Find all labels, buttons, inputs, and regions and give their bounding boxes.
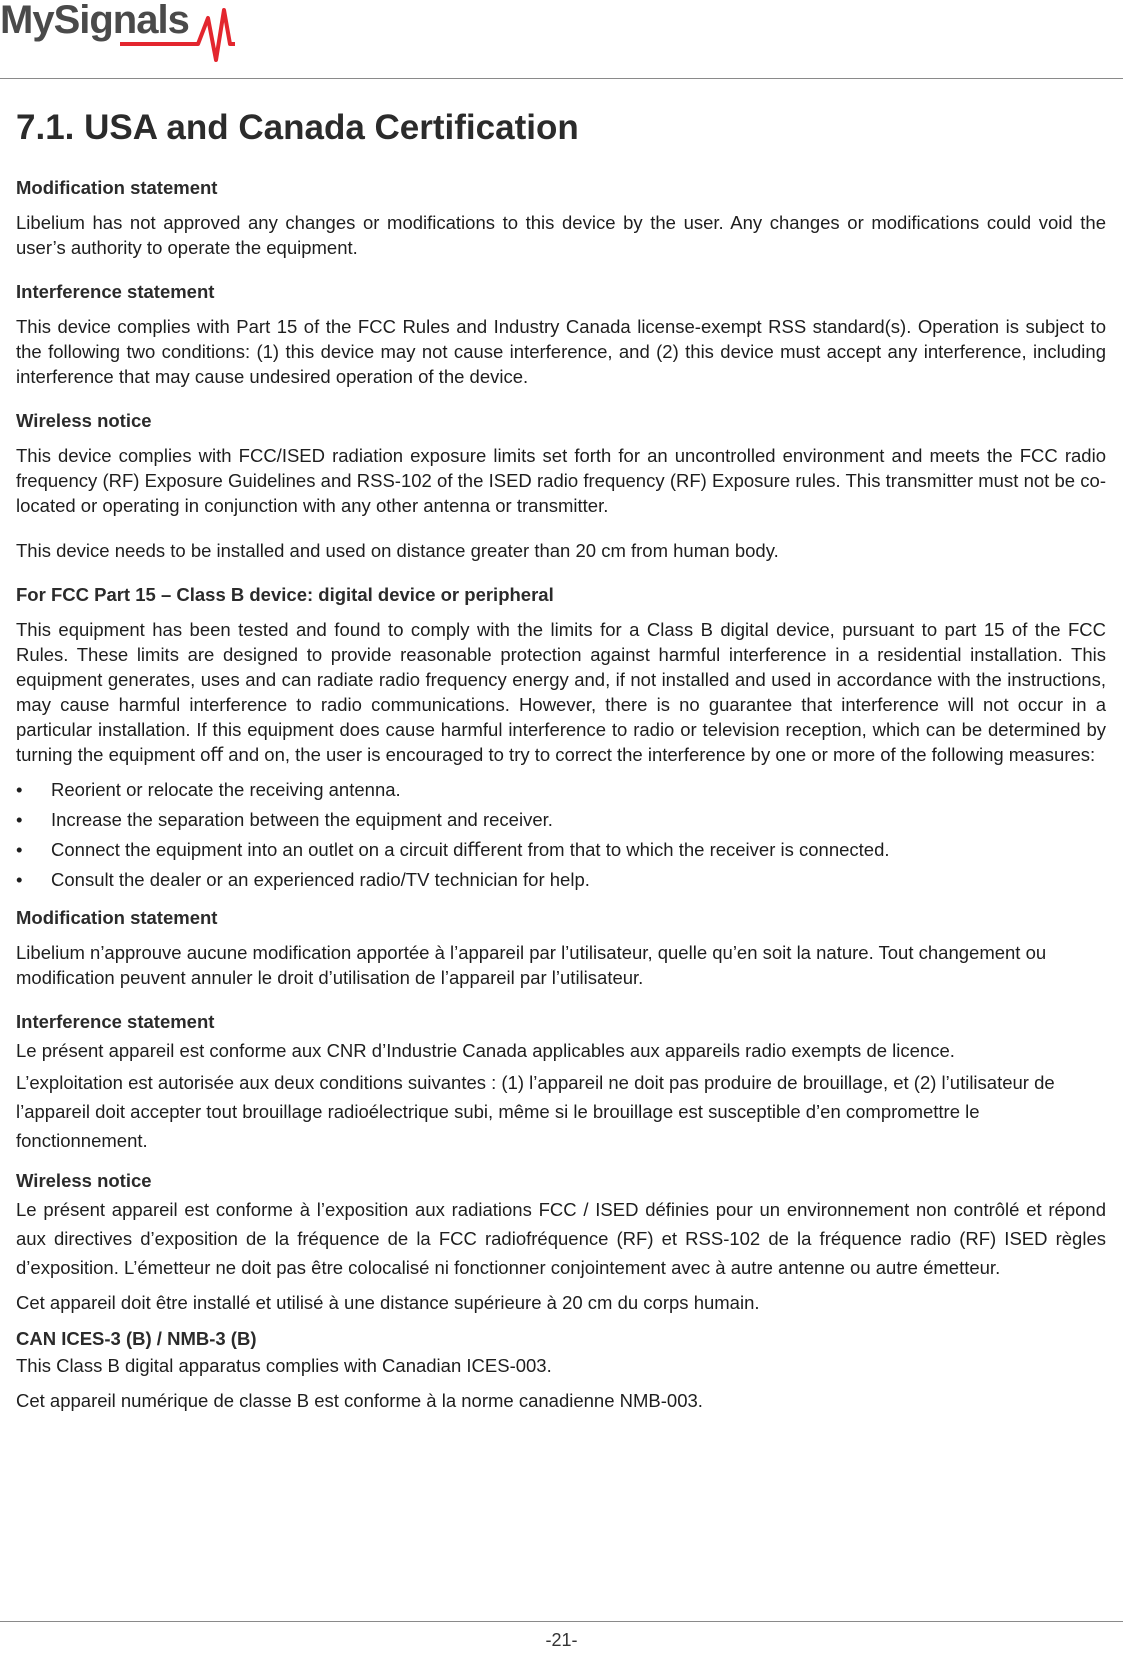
list-item (16, 867, 1106, 892)
paragraph: This Class B digital apparatus complies with Canadian ICES-003. (16, 1355, 552, 1376)
list-item (16, 807, 1106, 832)
list-item-text: Connect the equipment into an outlet on a circuit diﬀerent from that to which the receiver is connected. (51, 839, 890, 860)
page-number: -21- (545, 1630, 578, 1650)
section-heading: Interference statement (16, 281, 215, 302)
section-heading: Interference statement (16, 1011, 215, 1032)
paragraph: Cet appareil doit être installé et utilisé à une distance supérieure à 20 cm du corps humain. (16, 1292, 760, 1313)
section-heading: Modiﬁcation statement (16, 177, 218, 198)
mysignals-logo (0, 0, 240, 66)
bullet-icon: • (16, 839, 23, 860)
section-heading: Wireless notice (16, 410, 152, 431)
paragraph: This equipment has been tested and found to comply with the limits for a Class B digital device, pursuant to part 15 of the FCC Rules. These limits are designed to provide reasonable protection against harmful interference in a residential installation. This equipment generates, uses and can radiate radio frequency energy and, if not installed and used in accordance with the instructions, may cause harmful interference to radio communications. However, there is no guarantee that interference will not occur in a particular installation. If this equipment does cause harmful interference to radio or television reception, which can be determined by turning the equipment oﬀ and on, the user is encouraged to try to correct the interference by one or more of the following measures: (16, 619, 1106, 765)
paragraph: This device complies with Part 15 of the FCC Rules and Industry Canada license-exempt RSS standard(s). Operation is subject to the following two conditions: (1) this device may not cause interference, and (2) this device must accept any interference, including interference that may cause undesired operation of the device. (16, 316, 1106, 387)
paragraph: Cet appareil numérique de classe B est conforme à la norme canadienne NMB-003. (16, 1390, 703, 1411)
header-divider (0, 78, 1123, 79)
paragraph: Libelium n’approuve aucune modification apportée à l’appareil par l’utilisateur, quelle qu’en soit la nature. Tout changement ou modification peuvent annuler le droit d’utilisation de l’appareil par l’utilisateur. (16, 942, 1047, 988)
list-item-text: Reorient or relocate the receiving antenna. (51, 779, 401, 800)
bullet-icon: • (16, 779, 23, 800)
footer-divider (0, 1621, 1123, 1622)
paragraph: This device complies with FCC/ISED radiation exposure limits set forth for an uncontrolled environment and meets the FCC radio frequency (RF) Exposure Guidelines and RSS-102 of the ISED radio frequency (RF) Exposure rules. This transmitter must not be co-located or operating in conjunction with any other antenna or transmitter. (16, 445, 1106, 516)
paragraph: Libelium has not approved any changes or modiﬁcations to this device by the user. Any changes or modiﬁcations could void the user’s authority to operate the equipment. (16, 212, 1106, 258)
section-heading: CAN ICES-3 (B) / NMB-3 (B) (16, 1328, 257, 1349)
section-heading: Modification statement (16, 907, 218, 928)
page-title: 7.1. USA and Canada Certiﬁcation (16, 108, 579, 147)
list-item-text: Consult the dealer or an experienced radio/TV technician for help. (51, 869, 590, 890)
logo-wordmark: MySignals (0, 0, 189, 42)
list-item-text: Increase the separation between the equipment and receiver. (51, 809, 553, 830)
heartbeat-wave-icon (120, 0, 235, 66)
bullet-icon: • (16, 869, 23, 890)
paragraph: This device needs to be installed and used on distance greater than 20 cm from human body. (16, 540, 779, 561)
section-heading: Wireless notice (16, 1170, 152, 1191)
paragraph: Le présent appareil est conforme aux CNR d’Industrie Canada applicables aux appareils radio exempts de licence. (16, 1040, 955, 1061)
document-body (16, 106, 1106, 1433)
measures-list (16, 777, 1106, 892)
bullet-icon: • (16, 809, 23, 830)
paragraph: Le présent appareil est conforme à l’exposition aux radiations FCC / ISED déﬁnies pour un environnement non contrôlé et répond aux directives d’exposition de la fréquence de la FCC radiofréquence (RF) et RSS-102 de la fréquence radio (RF) ISED règles d’exposition. L’émetteur ne doit pas être colocalisé ni fonctionner conjointement avec à autre antenne ou autre émetteur. (16, 1199, 1106, 1278)
list-item (16, 777, 1106, 802)
section-heading: For FCC Part 15 – Class B device: digital device or peripheral (16, 584, 554, 605)
list-item (16, 837, 1106, 862)
paragraph: L’exploitation est autorisée aux deux conditions suivantes : (1) l’appareil ne doit pas produire de brouillage, et (2) l’utilisateur de l’appareil doit accepter tout brouillage radioélectrique subi, même si le brouillage est susceptible d’en compromettre le fonctionnement. (16, 1072, 1055, 1151)
